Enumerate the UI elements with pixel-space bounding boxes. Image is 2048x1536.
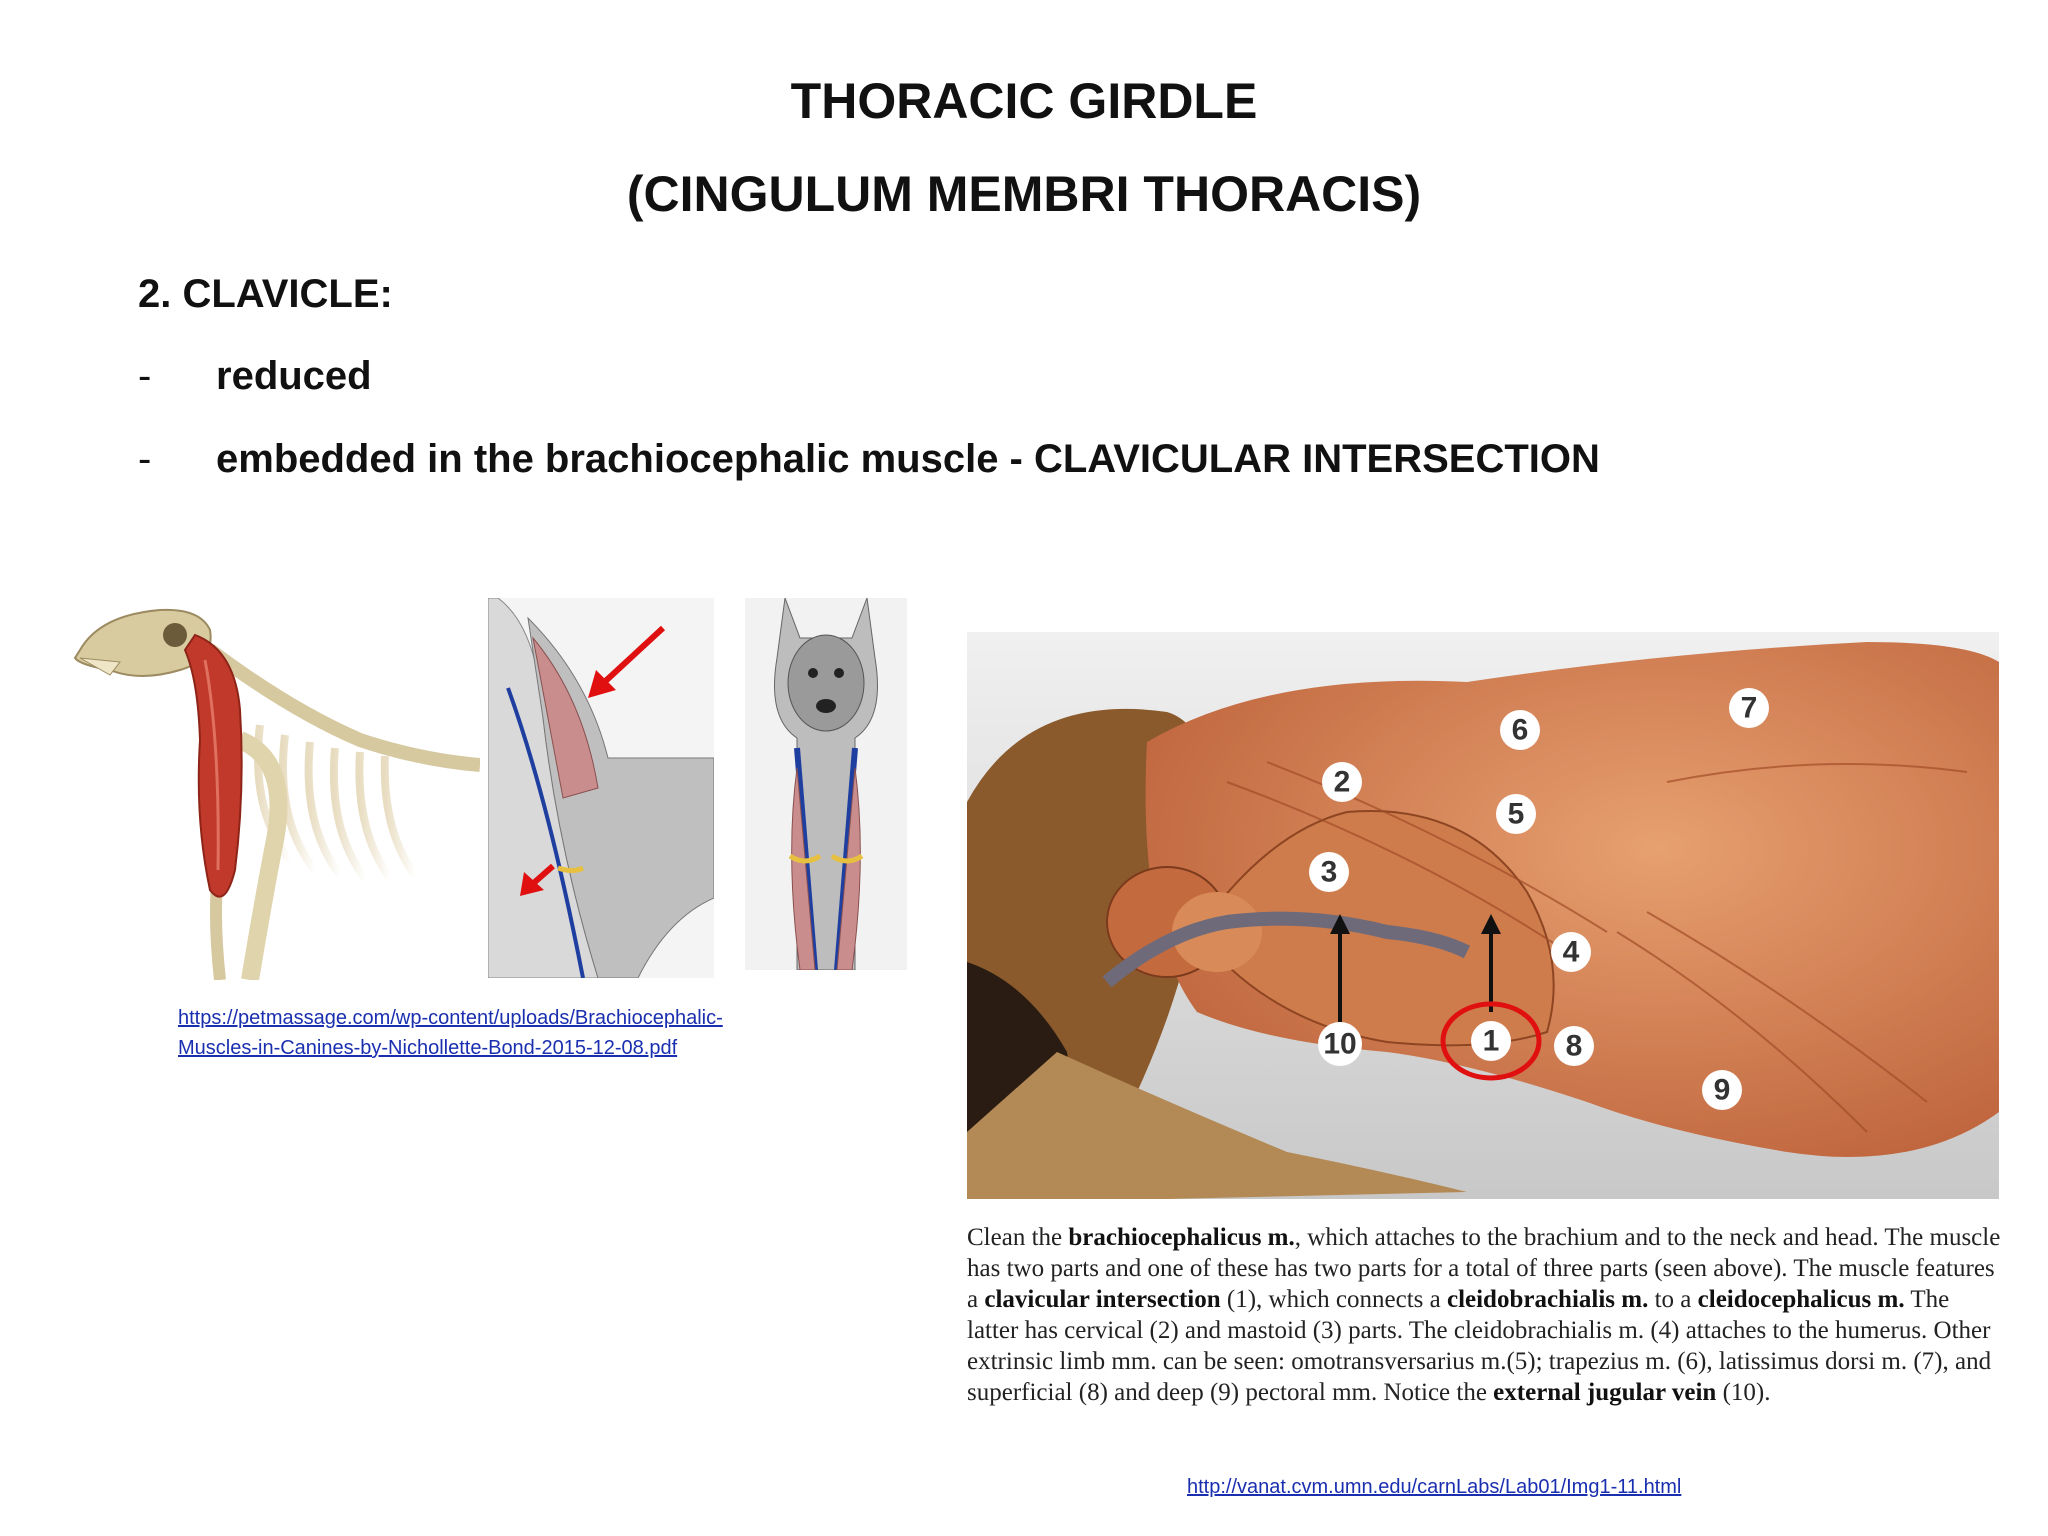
caption-text: (10). — [1716, 1379, 1771, 1406]
bullet-embedded — [138, 437, 1600, 482]
vanat-link[interactable]: http://vanat.cvm.umn.edu/carnLabs/Lab01/Img1-11.html — [1187, 1476, 1682, 1498]
dissection-photo — [967, 632, 1999, 1199]
label-9 — [1702, 1070, 1742, 1110]
label-10 — [1318, 1022, 1362, 1066]
label-7-text: 7 — [1740, 691, 1758, 725]
caption-bold: external jugular vein — [1493, 1379, 1717, 1406]
section-heading: 2. CLAVICLE: — [138, 272, 393, 316]
skeleton-illustration — [60, 590, 480, 980]
dissection-caption — [967, 1222, 2005, 1408]
label-8-text: 8 — [1565, 1029, 1583, 1063]
link-line-2: Muscles-in-Canines-by-Nichollette-Bond-2015-12-08.pdf — [178, 1037, 678, 1059]
label-3 — [1309, 852, 1349, 892]
neck-lateral-figure — [488, 598, 714, 978]
label-6 — [1500, 710, 1540, 750]
dog-front-figure — [745, 598, 907, 970]
label-10-text: 10 — [1323, 1027, 1357, 1061]
dissection-illustration — [967, 632, 1999, 1199]
page-subtitle: (CINGULUM MEMBRI THORACIS) — [626, 166, 1422, 222]
label-8 — [1554, 1026, 1594, 1066]
skeleton-figure — [60, 590, 480, 980]
caption-text: to a — [1648, 1286, 1698, 1313]
label-3-text: 3 — [1320, 855, 1338, 889]
bullet-dash: - — [138, 437, 152, 481]
page-title: THORACIC GIRDLE — [790, 73, 1258, 129]
link-line-1: https://petmassage.com/wp-content/uploads/Brachiocephalic- — [178, 1007, 723, 1029]
caption-bold: brachiocephalicus m. — [1068, 1224, 1295, 1251]
dog-front-illustration — [745, 598, 907, 970]
label-4-text: 4 — [1562, 935, 1580, 969]
label-5 — [1496, 794, 1536, 834]
bullet-dash: - — [138, 354, 152, 398]
label-1-text: 1 — [1482, 1024, 1500, 1058]
label-1 — [1471, 1021, 1511, 1061]
caption-bold: cleidocephalicus m. — [1697, 1286, 1905, 1313]
label-6-text: 6 — [1511, 713, 1529, 747]
caption-text: (1), which connects a — [1220, 1286, 1447, 1313]
label-2-text: 2 — [1333, 765, 1351, 799]
label-5-text: 5 — [1507, 797, 1525, 831]
neck-lateral-illustration — [488, 598, 714, 978]
label-9-text: 9 — [1713, 1073, 1731, 1107]
petmassage-link[interactable] — [178, 1003, 723, 1063]
caption-bold: cleidobrachialis m. — [1446, 1286, 1649, 1313]
caption-text: Clean the — [967, 1224, 1069, 1251]
caption-text: , which attaches to the brachium and to the neck and head. The muscle has two parts and one of these has two parts for a total of three parts (seen above). The muscle features a — [967, 1224, 2001, 1313]
bullet-text: embedded in the brachiocephalic muscle - CLAVICULAR INTERSECTION — [216, 437, 1600, 481]
caption-bold: clavicular intersection — [984, 1286, 1221, 1313]
label-7 — [1729, 688, 1769, 728]
label-4 — [1551, 932, 1591, 972]
bullet-text: reduced — [216, 354, 372, 398]
caption-text: The latter has cervical (2) and mastoid (3) parts. The cleidobrachialis m. (4) attaches to the humerus. Other extrinsic limb mm. can be seen: omotransversarius m.(5); trapezius m. (6), latissimus dorsi m. (7), and superficial (8) and deep (9) pectoral mm. Notice the — [967, 1286, 1992, 1406]
label-2 — [1322, 762, 1362, 802]
bullet-reduced — [138, 354, 372, 399]
